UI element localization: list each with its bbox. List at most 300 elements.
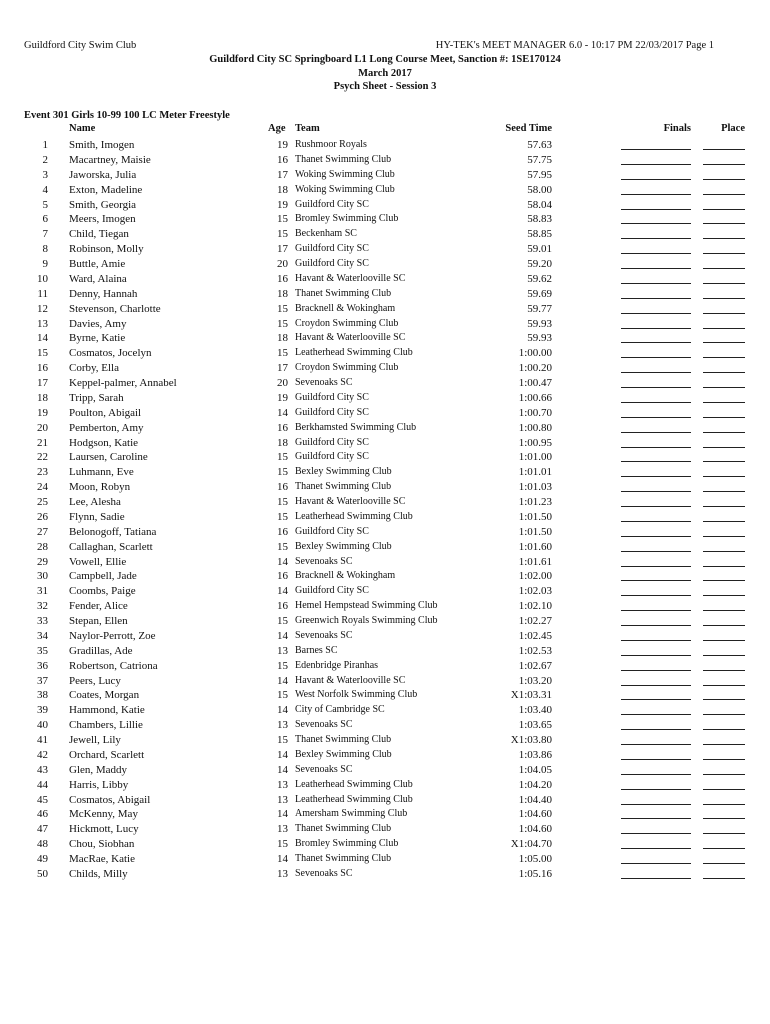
finals-blank-line [621,199,691,210]
swimmer-name: Smith, Georgia [69,198,137,211]
swimmer-name: Callaghan, Scarlett [69,540,153,553]
entry-number: 34 [37,629,48,642]
team-name: Guildford City SC [295,436,369,448]
swimmer-name: Vowell, Ellie [69,555,127,568]
entry-number: 20 [37,421,48,434]
finals-blank-line [621,392,691,403]
table-row [0,258,770,273]
swimmer-age: 13 [277,644,288,657]
table-row [0,347,770,362]
swimmer-age: 19 [277,391,288,404]
place-blank-line [703,318,745,329]
team-name: Bracknell & Wokingham [295,302,396,314]
seed-time: 58.04 [527,198,552,211]
finals-blank-line [621,362,691,373]
seed-time: 1:01.61 [518,555,552,568]
seed-time: 1:02.53 [518,644,552,657]
team-name: Havant & Waterlooville SC [295,496,406,507]
place-blank-line [703,853,745,864]
team-name: Leatherhead Swimming Club [295,510,413,522]
seed-time: 1:00.66 [518,391,552,404]
swimmer-age: 14 [277,853,288,865]
entry-number: 23 [37,466,48,479]
swimmer-name: Orchard, Scarlett [69,748,145,761]
team-name: Greenwich Royals Swimming Club [295,615,438,626]
meet-date: March 2017 [358,68,412,79]
entry-number: 24 [37,481,48,494]
seed-time: 59.69 [527,287,552,300]
team-name: Sevenoaks SC [295,377,353,388]
place-blank-line [703,199,745,210]
place-blank-line [703,749,745,760]
entry-number: 3 [42,168,48,181]
entry-number: 43 [37,763,48,776]
place-blank-line [703,719,745,730]
meet-title: Guildford City SC Springboard L1 Long Course Meet, Sanction #: 1SE170124 [209,54,561,65]
place-blank-line [703,466,745,477]
seed-time: 1:03.86 [518,748,552,761]
entry-number: 16 [37,362,48,375]
place-blank-line [703,556,745,567]
team-name: Havant & Waterlooville SC [295,674,406,686]
swimmer-age: 15 [277,317,288,330]
swimmer-age: 14 [277,674,288,687]
place-blank-line [703,675,745,686]
swimmer-age: 15 [277,213,288,226]
table-row [0,228,770,243]
seed-time: 1:04.20 [518,778,552,791]
team-name: Bromley Swimming Club [295,213,399,225]
seed-time: 59.20 [527,258,552,270]
team-name: Sevenoaks SC [295,867,353,879]
col-finals: Finals [663,123,691,134]
entry-number: 47 [37,823,48,836]
swimmer-name: Hickmott, Lucy [69,823,139,836]
swimmer-name: Stevenson, Charlotte [69,302,161,315]
col-seed-time: Seed Time [505,123,552,134]
entry-number: 27 [37,525,48,538]
swimmer-name: Belonogoff, Tatiana [69,525,157,538]
table-row [0,466,770,481]
table-row [0,169,770,184]
place-blank-line [703,823,745,834]
place-blank-line [703,764,745,775]
swimmer-name: Glen, Maddy [69,763,128,776]
place-blank-line [703,332,745,343]
place-blank-line [703,437,745,448]
swimmer-age: 13 [277,823,288,836]
table-row [0,392,770,407]
finals-blank-line [621,332,691,343]
entry-number: 37 [37,674,48,687]
swimmer-age: 16 [277,525,288,538]
table-row [0,437,770,452]
entry-number: 48 [37,838,48,851]
swimmer-age: 14 [277,629,288,642]
seed-time: 1:05.16 [518,867,552,880]
seed-time: 1:02.03 [518,585,552,598]
team-name: Guildford City SC [295,198,369,210]
entry-number: 50 [37,867,48,880]
swimmer-name: Ward, Alaina [69,272,127,285]
table-row [0,526,770,541]
table-row [0,422,770,437]
swimmer-name: Childs, Milly [69,867,128,880]
finals-blank-line [621,407,691,418]
seed-time: 59.01 [527,243,552,256]
table-row [0,199,770,214]
entry-number: 14 [37,332,48,345]
team-name: Edenbridge Piranhas [295,659,379,671]
finals-blank-line [621,853,691,864]
team-name: West Norfolk Swimming Club [295,689,418,701]
seed-time: X1:03.80 [510,734,552,746]
team-name: Guildford City SC [295,585,369,597]
place-blank-line [703,169,745,180]
entry-number: 26 [37,510,48,523]
finals-blank-line [621,288,691,299]
swimmer-age: 16 [277,570,288,583]
table-row [0,213,770,228]
place-blank-line [703,868,745,879]
finals-blank-line [621,660,691,671]
swimmer-age: 16 [277,153,288,166]
table-row [0,556,770,571]
swimmer-age: 15 [277,689,288,702]
team-name: Bexley Swimming Club [295,540,392,552]
entry-number: 7 [42,228,48,241]
entry-number: 40 [37,719,48,732]
place-blank-line [703,154,745,165]
place-blank-line [703,541,745,552]
table-row [0,154,770,169]
place-blank-line [703,422,745,433]
swimmer-name: Child, Tiegan [69,228,129,241]
finals-blank-line [621,258,691,269]
swimmer-age: 16 [277,481,288,494]
place-blank-line [703,838,745,849]
finals-blank-line [621,689,691,700]
seed-time: 1:02.27 [518,615,552,627]
entry-number: 25 [37,496,48,508]
table-row [0,630,770,645]
entry-number: 22 [37,451,48,464]
swimmer-age: 15 [277,466,288,479]
swimmer-age: 14 [277,406,288,419]
entry-number: 36 [37,659,48,672]
entry-number: 46 [37,808,48,821]
entry-number: 19 [37,406,48,419]
entry-number: 39 [37,704,48,717]
place-blank-line [703,689,745,700]
team-name: Woking Swimming Club [295,183,395,195]
team-name: Barnes SC [295,644,338,656]
entry-number: 33 [37,615,48,627]
seed-time: 1:02.00 [518,570,552,583]
finals-blank-line [621,481,691,492]
swimmer-age: 18 [277,183,288,196]
swimmer-age: 19 [277,139,288,151]
place-blank-line [703,794,745,805]
finals-blank-line [621,808,691,819]
seed-time: 1:03.40 [518,704,552,717]
place-blank-line [703,347,745,358]
entry-number: 49 [37,853,48,865]
swimmer-name: Corby, Ella [69,362,119,375]
swimmer-age: 16 [277,421,288,434]
swimmer-name: Coombs, Paige [69,585,136,598]
finals-blank-line [621,556,691,567]
seed-time: 1:01.60 [518,540,552,553]
finals-blank-line [621,422,691,433]
team-name: Guildford City SC [295,406,369,418]
table-row [0,823,770,838]
place-blank-line [703,585,745,596]
entry-number: 32 [37,600,48,613]
table-row [0,496,770,511]
swimmer-age: 14 [277,555,288,568]
seed-time: X1:04.70 [510,838,552,851]
finals-blank-line [621,213,691,224]
swimmer-age: 15 [277,615,288,627]
table-row [0,139,770,154]
team-name: Sevenoaks SC [295,763,353,775]
seed-time: 57.63 [527,139,552,151]
entry-number: 38 [37,689,48,702]
swimmer-name: Cosmatos, Jocelyn [69,347,152,360]
seed-time: 1:01.03 [518,481,552,494]
swimmer-age: 14 [277,808,288,821]
table-row [0,689,770,704]
table-row [0,362,770,377]
swimmer-name: Hammond, Katie [69,704,145,717]
swimmer-name: Peers, Lucy [69,674,121,687]
seed-time: 57.75 [527,153,552,166]
table-row [0,853,770,868]
table-row [0,794,770,809]
entries-list [0,139,770,883]
swimmer-age: 20 [277,258,288,270]
place-blank-line [703,243,745,254]
table-row [0,511,770,526]
finals-blank-line [621,377,691,388]
team-name: Bexley Swimming Club [295,748,392,760]
entry-number: 15 [37,347,48,360]
swimmer-name: Gradillas, Ade [69,644,133,657]
table-row [0,660,770,675]
place-blank-line [703,496,745,507]
finals-blank-line [621,437,691,448]
finals-blank-line [621,154,691,165]
swimmer-name: Denny, Hannah [69,287,138,300]
table-row [0,570,770,585]
swimmer-age: 17 [277,362,288,375]
team-name: Sevenoaks SC [295,555,353,567]
swimmer-age: 15 [277,540,288,553]
entry-number: 44 [37,778,48,791]
swimmer-name: Harris, Libby [69,778,129,791]
team-name: Leatherhead Swimming Club [295,778,413,790]
finals-blank-line [621,823,691,834]
entry-number: 35 [37,644,48,657]
swimmer-name: Naylor-Perrott, Zoe [69,629,156,642]
finals-blank-line [621,794,691,805]
swimmer-name: Stepan, Ellen [69,615,128,627]
finals-blank-line [621,273,691,284]
finals-blank-line [621,526,691,537]
finals-blank-line [621,466,691,477]
swimmer-age: 15 [277,734,288,746]
swimmer-name: Luhmann, Eve [69,466,134,479]
swimmer-name: Pemberton, Amy [69,421,144,434]
team-name: Guildford City SC [295,243,369,255]
swimmer-age: 16 [277,272,288,285]
table-row [0,808,770,823]
table-row [0,704,770,719]
finals-blank-line [621,570,691,581]
swimmer-age: 15 [277,228,288,241]
swimmer-age: 15 [277,451,288,464]
entry-number: 18 [37,391,48,404]
swimmer-name: Exton, Madeline [69,183,143,196]
swimmer-name: Chambers, Lillie [69,719,143,732]
swimmer-name: MacRae, Katie [69,853,135,865]
table-row [0,734,770,749]
entry-number: 1 [42,139,48,151]
swimmer-name: Poulton, Abigail [69,406,142,419]
swimmer-name: Macartney, Maisie [69,153,151,166]
place-blank-line [703,481,745,492]
swimmer-age: 13 [277,778,288,791]
finals-blank-line [621,749,691,760]
seed-time: 59.93 [527,332,552,345]
swimmer-name: Robinson, Molly [69,243,144,256]
place-blank-line [703,392,745,403]
team-name: Sevenoaks SC [295,719,353,731]
table-row [0,719,770,734]
finals-blank-line [621,228,691,239]
entry-number: 12 [37,302,48,315]
place-blank-line [703,139,745,150]
seed-time: 1:01.50 [518,525,552,538]
team-name: Berkhamsted Swimming Club [295,421,417,433]
swimmer-name: McKenny, May [69,808,138,821]
entry-number: 6 [42,213,48,226]
finals-blank-line [621,511,691,522]
table-row [0,481,770,496]
swimmer-age: 14 [277,748,288,761]
swimmer-age: 14 [277,763,288,776]
team-name: Woking Swimming Club [295,168,395,180]
team-name: City of Cambridge SC [295,704,385,716]
seed-time: 1:05.00 [518,853,552,865]
finals-blank-line [621,600,691,611]
entry-number: 8 [42,243,48,256]
seed-time: 1:00.20 [518,362,552,375]
entry-number: 45 [37,793,48,806]
place-blank-line [703,511,745,522]
swimmer-age: 13 [277,719,288,732]
entry-number: 17 [37,377,48,389]
table-row [0,585,770,600]
finals-blank-line [621,838,691,849]
team-name: Thanet Swimming Club [295,153,392,165]
swimmer-name: Laursen, Caroline [69,451,148,464]
team-name: Thanet Swimming Club [295,287,392,299]
table-row [0,288,770,303]
seed-time: 59.62 [527,272,552,285]
finals-blank-line [621,318,691,329]
swimmer-name: Buttle, Amie [69,258,126,270]
place-blank-line [703,600,745,611]
entry-number: 21 [37,436,48,449]
place-blank-line [703,273,745,284]
finals-blank-line [621,719,691,730]
finals-blank-line [621,630,691,641]
team-name: Sevenoaks SC [295,629,353,641]
table-row [0,764,770,779]
finals-blank-line [621,243,691,254]
seed-time: 1:01.01 [518,466,552,479]
swimmer-age: 19 [277,198,288,211]
finals-blank-line [621,184,691,195]
team-name: Thanet Swimming Club [295,853,392,864]
seed-time: 1:03.65 [518,719,552,732]
seed-time: 1:04.40 [518,793,552,806]
team-name: Croydon Swimming Club [295,362,399,374]
col-place: Place [721,123,745,134]
col-age: Age [268,123,286,134]
team-name: Thanet Swimming Club [295,481,392,493]
swimmer-age: 15 [277,302,288,315]
seed-time: X1:03.31 [510,689,552,702]
place-blank-line [703,377,745,388]
seed-time: 1:01.00 [518,451,552,464]
finals-blank-line [621,615,691,626]
seed-time: 58.00 [527,183,552,196]
table-row [0,243,770,258]
team-name: Leatherhead Swimming Club [295,347,413,359]
finals-blank-line [621,585,691,596]
table-row [0,600,770,615]
place-blank-line [703,303,745,314]
place-blank-line [703,228,745,239]
swimmer-name: Moon, Robyn [69,481,131,494]
team-name: Bracknell & Wokingham [295,570,396,582]
table-row [0,868,770,883]
table-row [0,332,770,347]
team-name: Bexley Swimming Club [295,466,392,478]
place-blank-line [703,213,745,224]
swimmer-name: Robertson, Catriona [69,659,158,672]
table-row [0,675,770,690]
swimmer-age: 13 [277,867,288,880]
table-row [0,838,770,853]
swimmer-age: 20 [277,377,288,389]
swimmer-name: Keppel-palmer, Annabel [69,377,177,389]
place-blank-line [703,451,745,462]
seed-time: 1:04.60 [518,823,552,836]
entry-number: 30 [37,570,48,583]
session-title: Psych Sheet - Session 3 [333,81,437,92]
table-row [0,451,770,466]
finals-blank-line [621,675,691,686]
entry-number: 10 [37,272,48,285]
entry-number: 4 [42,183,48,196]
finals-blank-line [621,734,691,745]
team-name: Thanet Swimming Club [295,734,392,745]
team-name: Havant & Waterlooville SC [295,272,406,284]
